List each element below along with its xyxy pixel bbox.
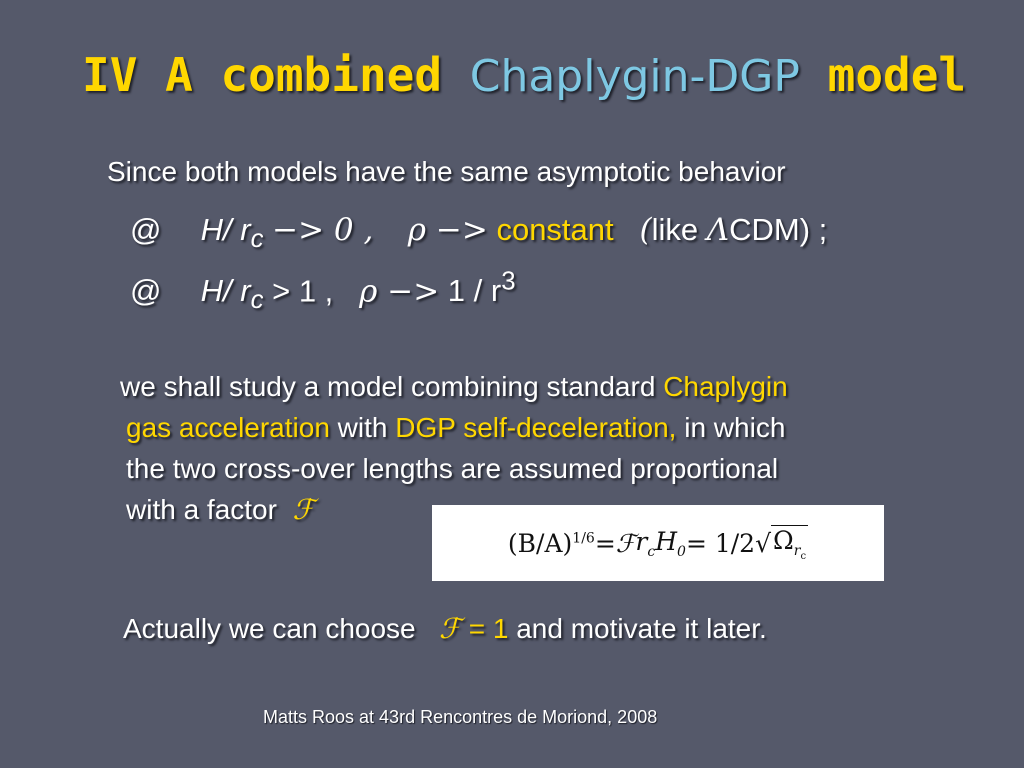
result-constant: constant — [496, 212, 614, 247]
factor-symbol: ℱ — [438, 612, 461, 645]
result-power-law: $1 / r^3$ — [447, 268, 516, 309]
sqrt-sign: √ — [755, 528, 772, 558]
rho-arrow: ρ −> — [407, 212, 488, 248]
paragraph-line-1: we shall study a model combining standard Chaplygin — [120, 371, 788, 402]
slide-title — [82, 48, 982, 102]
formula-h0: $H_0$ — [655, 526, 686, 560]
hubble-ratio: H/ $r_c$ — [200, 273, 264, 315]
formula-lhs: $(B/A)^{1/6}$ — [507, 528, 595, 558]
formula-half: = 1/2 — [685, 528, 756, 558]
formula-factor: ℱ — [615, 528, 636, 558]
formula-rc: $r_c$ — [635, 526, 656, 560]
choose-text: Actually we can choose — [123, 613, 416, 644]
footer-author: Matts Roos at — [263, 707, 375, 727]
factor-symbol: ℱ — [292, 493, 315, 526]
formula-equals: = — [594, 528, 616, 558]
rho-arrow: ρ −> — [359, 273, 440, 310]
formula-omega: $\Omega_{r_c}$ — [773, 525, 807, 562]
paren-open: ( — [639, 212, 652, 248]
title-part-1: IV A combined — [82, 48, 443, 102]
intro-text: Since both models have the same asymptotic behavior — [107, 156, 786, 187]
limit-condition: > 1 , — [272, 273, 334, 309]
choose-line — [123, 612, 767, 645]
bullet-marker: @ — [130, 212, 162, 247]
bullet-row-1 — [130, 212, 827, 254]
choose-value: = 1 — [468, 613, 509, 644]
like-text: like — [651, 212, 699, 247]
lambda-symbol: Λ — [706, 212, 730, 248]
footer — [263, 707, 657, 728]
formula-box — [432, 505, 884, 581]
cdm-text: CDM) ; — [729, 212, 828, 247]
limit-condition: −> 0 , — [272, 212, 374, 248]
choose-text-end: and motivate it later. — [508, 613, 767, 644]
bullet-marker: @ — [130, 273, 162, 309]
title-part-2: Chaplygin-DGP — [469, 51, 800, 102]
paragraph-line-2: gas acceleration with DGP self-deceleration, in which — [126, 412, 786, 443]
paragraph-line-4: with a factor ℱ — [126, 493, 315, 526]
bullet-row-2 — [130, 268, 516, 316]
paragraph-line-3: the two cross-over lengths are assumed proportional — [126, 453, 779, 484]
hubble-ratio: H/ $r_c$ — [200, 212, 264, 254]
footer-event: 43rd Rencontres de Moriond, 2008 — [374, 707, 658, 727]
title-part-3: model — [827, 48, 967, 102]
